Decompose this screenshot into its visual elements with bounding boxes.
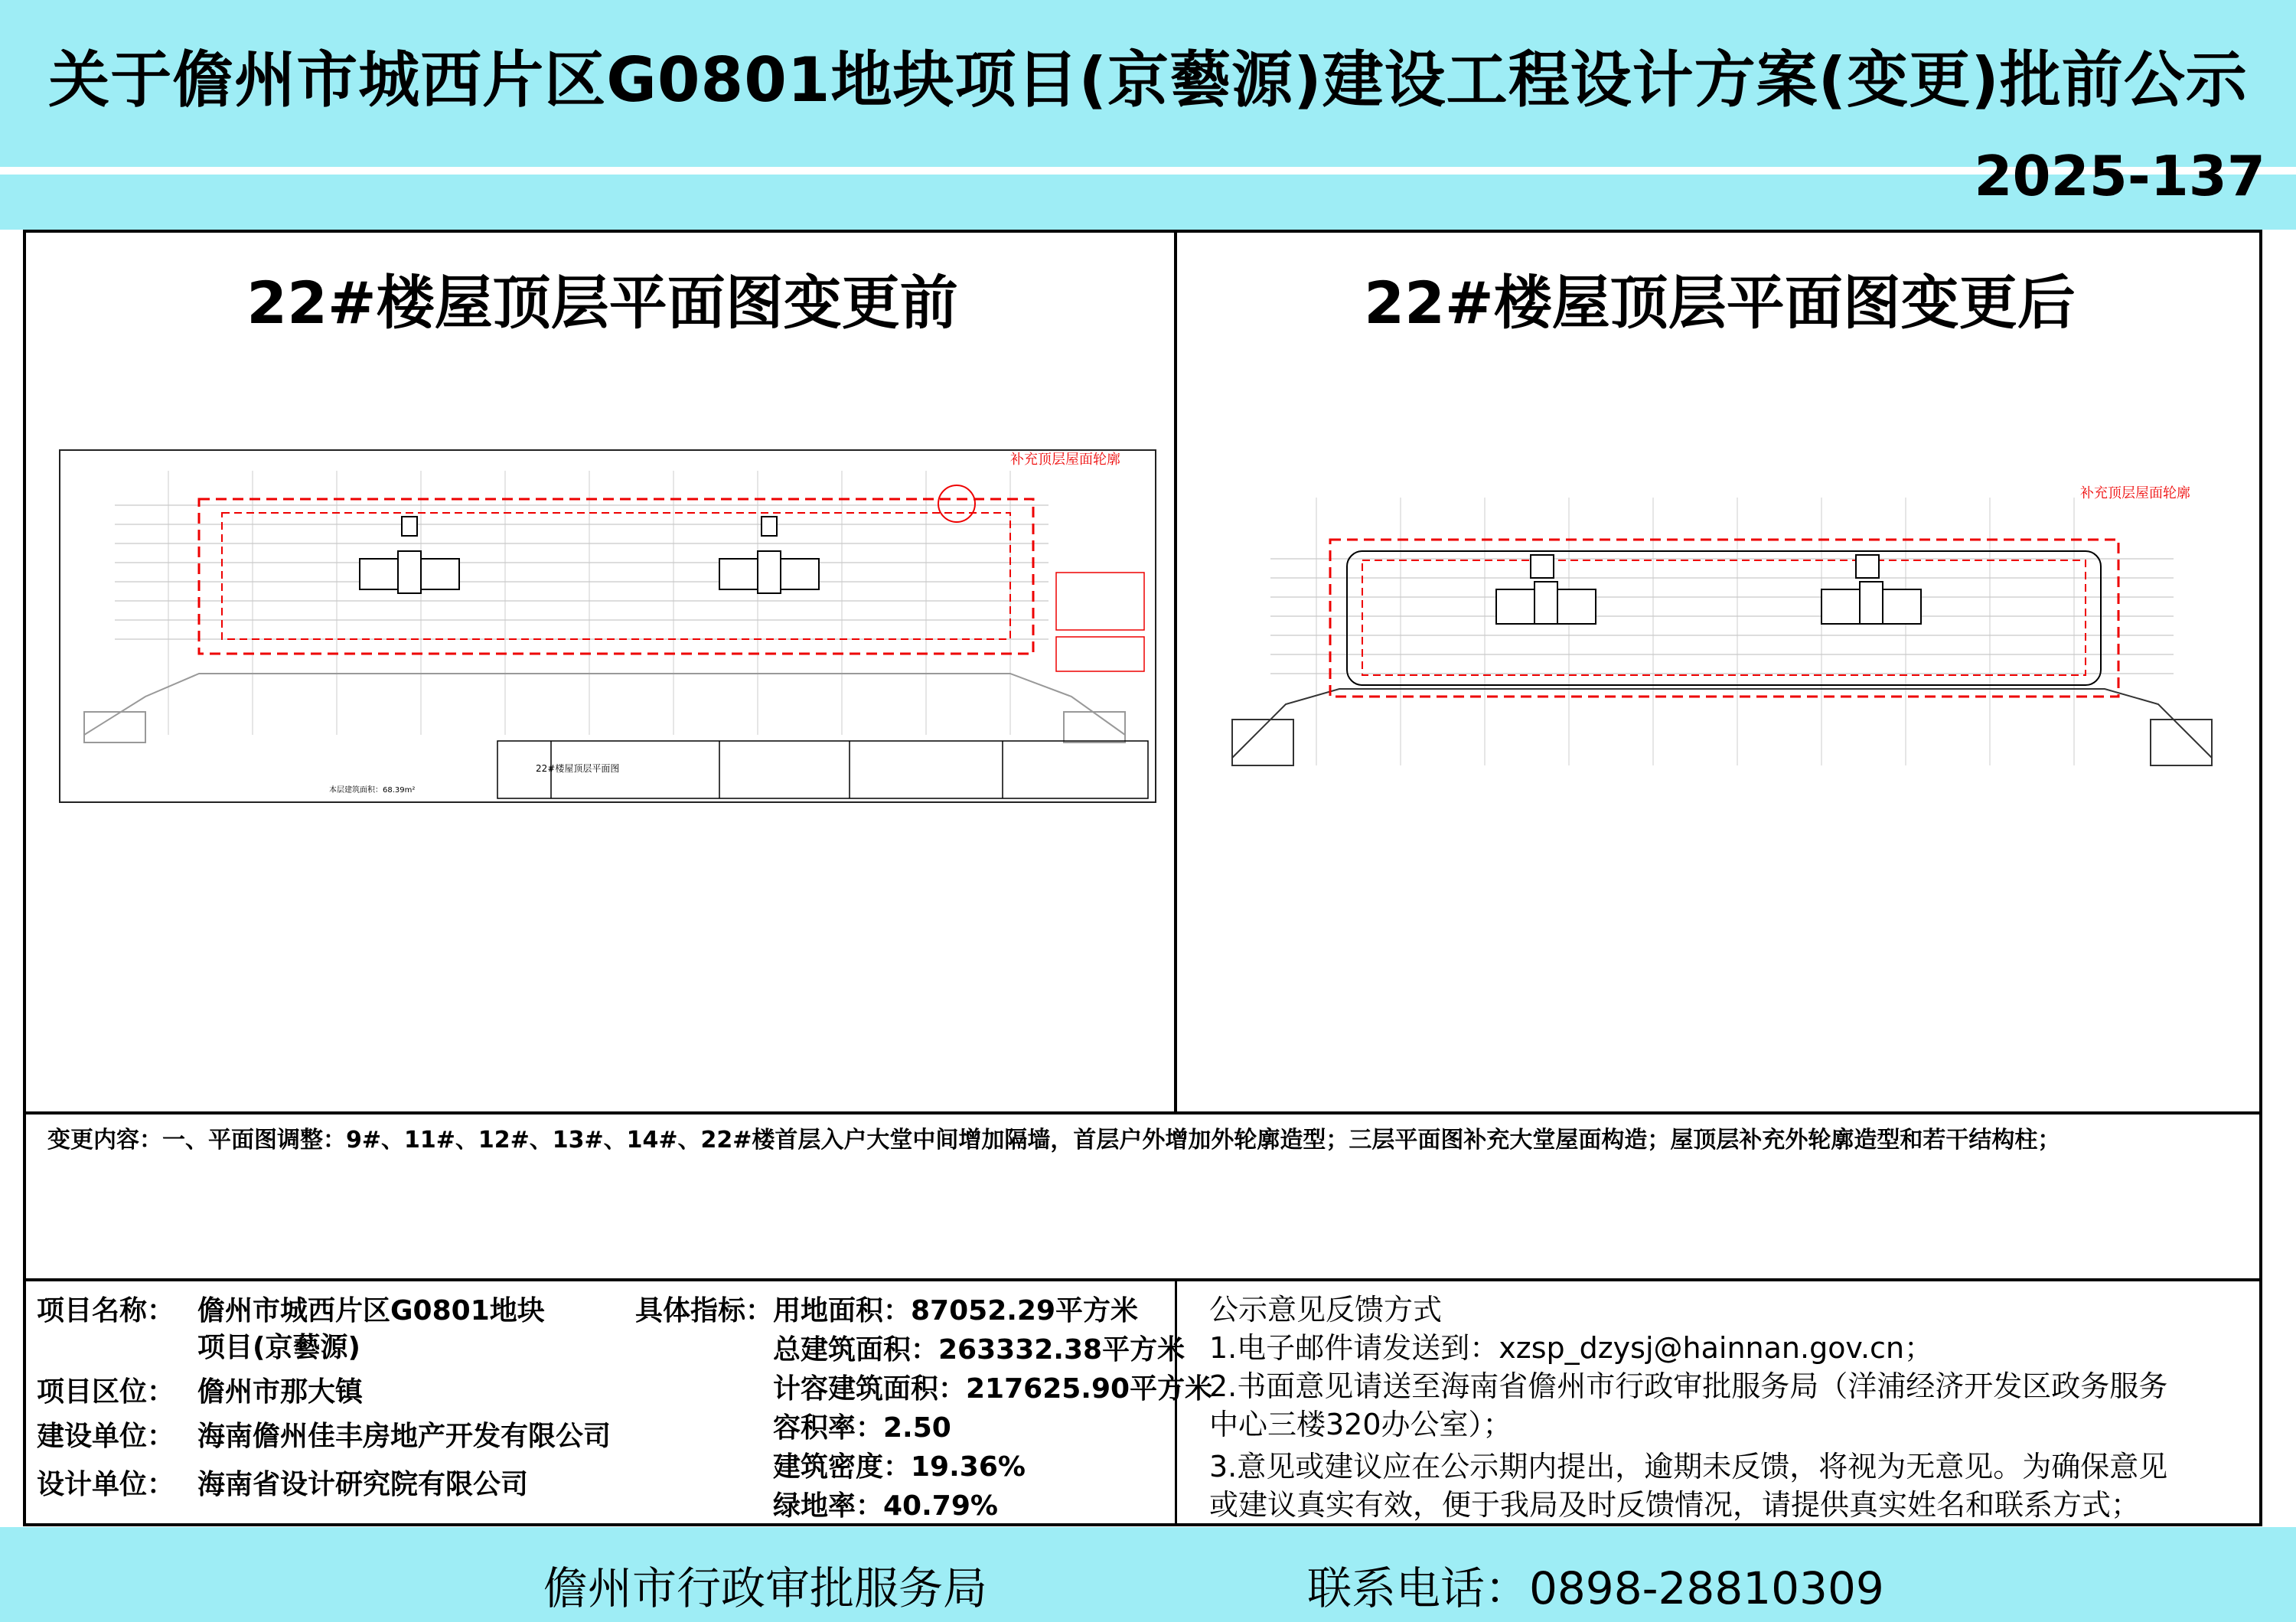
builder-label: 建设单位：	[37, 1421, 175, 1452]
project-name-line1: 儋州市城西片区G0801地块	[197, 1295, 545, 1327]
change-divider	[23, 1111, 2262, 1115]
designer-label: 设计单位：	[37, 1469, 175, 1500]
feedback-written-2: 中心三楼320办公室）；	[1209, 1408, 1512, 1441]
footer-phone: 联系电话：0898-28810309	[1307, 1562, 1884, 1614]
project-location-label: 项目区位：	[37, 1376, 175, 1408]
project-location: 儋州市那大镇	[197, 1376, 364, 1408]
before-area-note: 本层建筑面积：68.39m²	[329, 786, 416, 795]
before-annotation: 补充顶层屋面轮廓	[1010, 452, 1120, 468]
feedback-email: 1.电子邮件请发送到：xzsp_dzysj@hainnan.gov.cn；	[1209, 1331, 1934, 1365]
before-floor-plan	[54, 436, 1163, 804]
project-name-label: 项目名称：	[37, 1295, 175, 1327]
before-panel-title: 22#楼屋顶层平面图变更前	[246, 269, 958, 337]
project-name-line2: 项目(京藝源)	[197, 1332, 360, 1363]
after-annotation: 补充顶层屋面轮廓	[2080, 485, 2190, 501]
feedback-note-2: 或建议真实有效，便于我局及时反馈情况，请提供真实姓名和联系方式；	[1209, 1488, 2141, 1522]
indicator-far-area: 计容建筑面积：217625.90平方米	[773, 1373, 1213, 1405]
after-panel-title: 22#楼屋顶层平面图变更后	[1364, 269, 2076, 337]
indicator-green: 绿地率：40.79%	[773, 1490, 998, 1522]
feedback-written-1: 2.书面意见请送至海南省儋州市行政审批服务局（洋浦经济开发区政务服务	[1209, 1369, 2168, 1403]
indicators-label: 具体指标：	[635, 1295, 774, 1327]
indicator-density: 建筑密度：19.36%	[773, 1451, 1026, 1483]
panel-divider	[1174, 230, 1177, 1111]
after-floor-plan	[1225, 475, 2219, 796]
footer-agency: 儋州市行政审批服务局	[543, 1562, 988, 1614]
designer-name: 海南省设计研究院有限公司	[197, 1469, 529, 1500]
footer-band	[0, 1527, 2296, 1622]
info-divider	[23, 1278, 2262, 1281]
notice-title: 关于儋州市城西片区G0801地块项目(京藝源)建设工程设计方案(变更)批前公示	[48, 44, 2248, 116]
feedback-note-1: 3.意见或建议应在公示期内提出，逾期未反馈，将视为无意见。为确保意见	[1209, 1450, 2168, 1483]
indicator-total-area: 总建筑面积：263332.38平方米	[773, 1334, 1186, 1366]
notice-code: 2025-137	[1974, 144, 2265, 208]
indicator-far: 容积率：2.50	[773, 1412, 951, 1444]
feedback-heading: 公示意见反馈方式	[1209, 1293, 1443, 1327]
change-content: 变更内容：一、平面图调整：9#、11#、12#、13#、14#、22#楼首层入户大堂中间增加隔墙，首层户外增加外轮廓造型；三层平面图补充大堂屋面构造；屋顶层补充外轮廓造型和若干结构柱；	[47, 1127, 2061, 1154]
before-sheet-title: 22#楼屋顶层平面图	[536, 763, 620, 774]
indicator-land-area: 用地面积：87052.29平方米	[773, 1295, 1139, 1327]
header-stripe	[0, 167, 2296, 175]
builder-name: 海南儋州佳丰房地产开发有限公司	[197, 1421, 612, 1452]
